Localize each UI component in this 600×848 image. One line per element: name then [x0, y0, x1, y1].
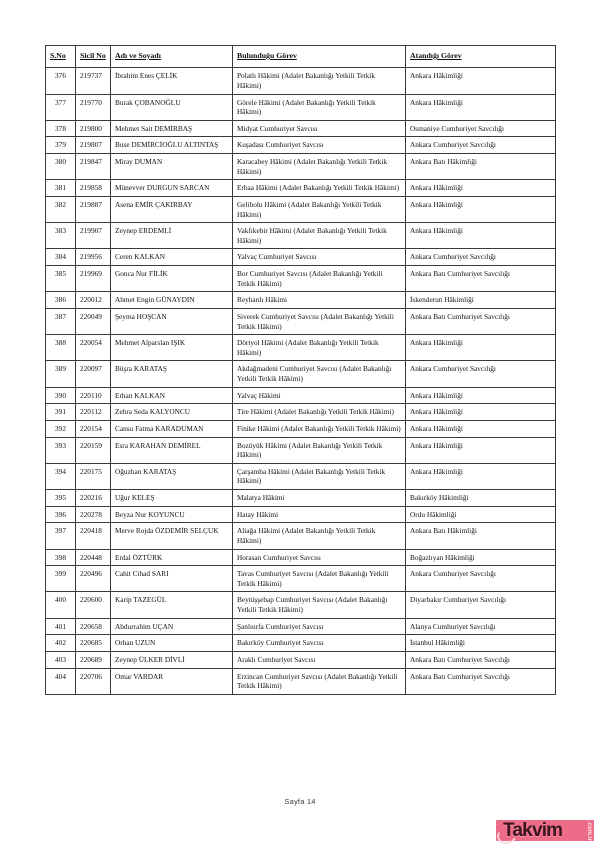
cell-sno: 385 [46, 266, 76, 292]
cell-sicil: 219737 [76, 68, 111, 94]
cell-bulundu: Gelibolu Hâkimi (Adalet Bakanlığı Yetkili Tetkik Hâkimi) [233, 196, 406, 222]
cell-sno: 387 [46, 308, 76, 334]
cell-ad: Burak ÇOBANOĞLU [111, 94, 233, 120]
cell-sno: 394 [46, 463, 76, 489]
cell-atandi: Diyarbakır Cumhuriyet Savcılığı [406, 592, 556, 618]
table-row [46, 566, 556, 592]
cell-ad: Zeynep ERDEMLİ [111, 223, 233, 249]
column-header-sno: S.No [46, 46, 76, 68]
cell-atandi: Ankara Batı Cumhuriyet Savcılığı [406, 668, 556, 694]
cell-sno: 389 [46, 361, 76, 387]
cell-bulundu: Dörtyol Hâkimi (Adalet Bakanlığı Yetkili Tetkik Hâkimi) [233, 335, 406, 361]
table-row [46, 266, 556, 292]
cell-bulundu: Bozüyük Hâkimi (Adalet Bakanlığı Yetkili Tetkik Hâkimi) [233, 437, 406, 463]
cell-sicil: 220418 [76, 523, 111, 549]
cell-ad: Erhan KALKAN [111, 387, 233, 404]
cell-bulundu: Siverek Cumhuriyet Savcısı (Adalet Bakanlığı Yetkili Tetkik Hâkimi) [233, 308, 406, 334]
cell-sicil: 220216 [76, 490, 111, 507]
cell-sicil: 219858 [76, 180, 111, 197]
cell-sno: 393 [46, 437, 76, 463]
table-row [46, 120, 556, 137]
cell-bulundu: Erzincan Cumhuriyet Savcısı (Adalet Bakanlığı Yetkili Tetkik Hâkimi) [233, 668, 406, 694]
table-row [46, 506, 556, 523]
table-row [46, 180, 556, 197]
table-header [46, 46, 556, 68]
table-row [46, 154, 556, 180]
cell-sno: 386 [46, 292, 76, 309]
table-body [46, 68, 556, 695]
table-row [46, 420, 556, 437]
cell-sno: 398 [46, 549, 76, 566]
cell-sno: 377 [46, 94, 76, 120]
cell-sicil: 219847 [76, 154, 111, 180]
cell-ad: Münevver DURGUN SARCAN [111, 180, 233, 197]
cell-sno: 400 [46, 592, 76, 618]
cell-bulundu: Tire Hâkimi (Adalet Bakanlığı Yetkili Tetkik Hâkimi) [233, 404, 406, 421]
cell-ad: Orhan UZUN [111, 635, 233, 652]
cell-bulundu: Erbaa Hâkimi (Adalet Bakanlığı Yetkili Tetkik Hâkimi) [233, 180, 406, 197]
appointments-table [45, 45, 556, 695]
cell-bulundu: Görele Hâkimi (Adalet Bakanlığı Yetkili Tetkik Hâkimi) [233, 94, 406, 120]
page-footer-label: Sayfa 14 [284, 797, 316, 806]
cell-bulundu: Finike Hâkimi (Adalet Bakanlığı Yetkili Tetkik Hâkimi) [233, 420, 406, 437]
cell-sicil: 220054 [76, 335, 111, 361]
table-row [46, 68, 556, 94]
cell-sno: 388 [46, 335, 76, 361]
column-header-atandigi-gorev: Atandığı Görev [406, 46, 556, 68]
table-row [46, 223, 556, 249]
cell-sno: 396 [46, 506, 76, 523]
cell-sicil: 220097 [76, 361, 111, 387]
cell-sicil: 220159 [76, 437, 111, 463]
column-header-sicil-no: Sicil No [76, 46, 111, 68]
table-row [46, 137, 556, 154]
cell-sicil: 220049 [76, 308, 111, 334]
cell-sicil: 220110 [76, 387, 111, 404]
cell-ad: Karip TAZEGÜL [111, 592, 233, 618]
cell-sicil: 219770 [76, 94, 111, 120]
cell-atandi: Ordu Hâkimliği [406, 506, 556, 523]
cell-sno: 397 [46, 523, 76, 549]
cell-sno: 379 [46, 137, 76, 154]
cell-ad: Merve Rojda ÖZDEMİR SELÇUK [111, 523, 233, 549]
table-row [46, 618, 556, 635]
table-row [46, 292, 556, 309]
cell-sicil: 220012 [76, 292, 111, 309]
logo-brand-rest: akvim [512, 820, 563, 841]
cell-ad: Büşra KARATAŞ [111, 361, 233, 387]
cell-atandi: Ankara Hâkimliği [406, 180, 556, 197]
cell-ad: Uğur KELEŞ [111, 490, 233, 507]
cell-ad: Cansu Fatma KARADUMAN [111, 420, 233, 437]
cell-atandi: Ankara Hâkimliği [406, 387, 556, 404]
cell-bulundu: Horasan Cumhuriyet Savcısı [233, 549, 406, 566]
cell-bulundu: Şanlıurfa Cumhuriyet Savcısı [233, 618, 406, 635]
cell-sno: 380 [46, 154, 76, 180]
table-row [46, 94, 556, 120]
cell-atandi: Alanya Cumhuriyet Savcılığı [406, 618, 556, 635]
cell-ad: Mehmet Alparslan IŞIK [111, 335, 233, 361]
cell-ad: Oğuzhan KARATAŞ [111, 463, 233, 489]
cell-ad: Zehra Seda KALYONCU [111, 404, 233, 421]
cell-bulundu: Yalvaç Hâkimi [233, 387, 406, 404]
cell-sicil: 219800 [76, 120, 111, 137]
takvim-watermark-logo [496, 818, 594, 844]
cell-ad: Ceren KALKAN [111, 249, 233, 266]
cell-atandi: Ankara Cumhuriyet Savcılığı [406, 566, 556, 592]
cell-sicil: 220685 [76, 635, 111, 652]
cell-bulundu: Akdağmadeni Cumhuriyet Savcısı (Adalet Bakanlığı Yetkili Tetkik Hâkimi) [233, 361, 406, 387]
table-row [46, 523, 556, 549]
cell-atandi: Boğazlıyan Hâkimliği [406, 549, 556, 566]
cell-bulundu: Araklı Cumhuriyet Savcısı [233, 651, 406, 668]
cell-sno: 392 [46, 420, 76, 437]
table-row [46, 437, 556, 463]
cell-atandi: Bakırköy Hâkimliği [406, 490, 556, 507]
cell-bulundu: Yalvaç Cumhuriyet Savcısı [233, 249, 406, 266]
cell-sno: 399 [46, 566, 76, 592]
table-row [46, 308, 556, 334]
cell-sicil: 219807 [76, 137, 111, 154]
cell-sno: 383 [46, 223, 76, 249]
table-header-row [46, 46, 556, 68]
table-row [46, 651, 556, 668]
cell-ad: Omar VARDAR [111, 668, 233, 694]
cell-sno: 401 [46, 618, 76, 635]
cell-atandi: Ankara Hâkimliği [406, 94, 556, 120]
cell-sicil: 220600 [76, 592, 111, 618]
cell-atandi: Ankara Hâkimliği [406, 196, 556, 222]
cell-sicil: 220496 [76, 566, 111, 592]
table-row [46, 635, 556, 652]
cell-ad: Erdal ÖZTÜRK [111, 549, 233, 566]
cell-ad: Abdurrahim UÇAN [111, 618, 233, 635]
cell-atandi: Ankara Batı Hâkimliği [406, 154, 556, 180]
cell-ad: Esra KARAHAN DEMİREL [111, 437, 233, 463]
cell-bulundu: Midyat Cumhuriyet Savcısı [233, 120, 406, 137]
cell-bulundu: Bakırköy Cumhuriyet Savcısı [233, 635, 406, 652]
cell-atandi: İstanbul Hâkimliği [406, 635, 556, 652]
cell-sno: 384 [46, 249, 76, 266]
cell-ad: Ahmet Engin GÜNAYDIN [111, 292, 233, 309]
cell-sicil: 220175 [76, 463, 111, 489]
table-row [46, 361, 556, 387]
cell-sno: 395 [46, 490, 76, 507]
cell-ad: Buse DEMİRCİOĞLU ALTINTAŞ [111, 137, 233, 154]
cell-atandi: Ankara Hâkimliği [406, 463, 556, 489]
cell-sicil: 220154 [76, 420, 111, 437]
cell-sicil: 220112 [76, 404, 111, 421]
table-row [46, 549, 556, 566]
cell-bulundu: Karacabey Hâkimi (Adalet Bakanlığı Yetkili Tetkik Hâkimi) [233, 154, 406, 180]
cell-atandi: Ankara Hâkimliği [406, 437, 556, 463]
cell-sno: 378 [46, 120, 76, 137]
cell-atandi: Ankara Batı Cumhuriyet Savcılığı [406, 266, 556, 292]
cell-sicil: 219956 [76, 249, 111, 266]
cell-ad: Şeyma HOŞCAN [111, 308, 233, 334]
table-row [46, 404, 556, 421]
table-row [46, 592, 556, 618]
cell-ad: Cahit Cihad SARI [111, 566, 233, 592]
cell-ad: Asena EMİR ÇAKIRBAY [111, 196, 233, 222]
logo-brand-text [503, 820, 583, 841]
cell-atandi: Ankara Batı Cumhuriyet Savcılığı [406, 308, 556, 334]
logo-brand-initial: T [503, 820, 513, 841]
cell-atandi: Ankara Hâkimliği [406, 335, 556, 361]
cell-atandi: Ankara Cumhuriyet Savcılığı [406, 137, 556, 154]
table-row [46, 249, 556, 266]
table-row [46, 463, 556, 489]
cell-bulundu: Aliağa Hâkimi (Adalet Bakanlığı Yetkili Tetkik Hâkimi) [233, 523, 406, 549]
cell-sicil: 220706 [76, 668, 111, 694]
cell-bulundu: Malatya Hâkimi [233, 490, 406, 507]
cell-ad: Zeynep ÜLKER DİVLİ [111, 651, 233, 668]
cell-ad: Miray DUMAN [111, 154, 233, 180]
cell-sicil: 220448 [76, 549, 111, 566]
cell-sno: 391 [46, 404, 76, 421]
cell-bulundu: Tavas Cumhuriyet Savcısı (Adalet Bakanlığı Yetkili Tetkik Hâkimi) [233, 566, 406, 592]
cell-sno: 403 [46, 651, 76, 668]
table-row [46, 668, 556, 694]
column-header-bulundugu-gorev: Bulunduğu Görev [233, 46, 406, 68]
cell-ad: Gonca Nur FİLİK [111, 266, 233, 292]
appointments-table-container [45, 45, 555, 695]
cell-sicil: 220689 [76, 651, 111, 668]
cell-bulundu: Beytüşşebap Cumhuriyet Savcısı (Adalet Bakanlığı Yetkili Tetkik Hâkimi) [233, 592, 406, 618]
table-row [46, 490, 556, 507]
cell-atandi: Osmaniye Cumhuriyet Savcılığı [406, 120, 556, 137]
cell-sicil: 219907 [76, 223, 111, 249]
table-row [46, 196, 556, 222]
cell-sno: 404 [46, 668, 76, 694]
cell-bulundu: Kuşadası Cumhuriyet Savcısı [233, 137, 406, 154]
cell-ad: Beyza Nur KOYUNCU [111, 506, 233, 523]
cell-bulundu: Bor Cumhuriyet Savcısı (Adalet Bakanlığı Yetkili Tetkik Hâkimi) [233, 266, 406, 292]
cell-sno: 376 [46, 68, 76, 94]
cell-sicil: 219887 [76, 196, 111, 222]
cell-atandi: Ankara Batı Hâkimliği [406, 523, 556, 549]
cell-sicil: 220658 [76, 618, 111, 635]
table-row [46, 387, 556, 404]
cell-bulundu: Vakfıkebir Hâkimi (Adalet Bakanlığı Yetkili Tetkik Hâkimi) [233, 223, 406, 249]
cell-bulundu: Hatay Hâkimi [233, 506, 406, 523]
cell-sicil: 219969 [76, 266, 111, 292]
cell-atandi: Ankara Hâkimliği [406, 68, 556, 94]
cell-sno: 382 [46, 196, 76, 222]
cell-sicil: 220278 [76, 506, 111, 523]
cell-atandi: Ankara Cumhuriyet Savcılığı [406, 361, 556, 387]
cell-atandi: Ankara Hâkimliği [406, 404, 556, 421]
cell-ad: Mehmet Sait DEMİRBAŞ [111, 120, 233, 137]
cell-bulundu: Polatlı Hâkimi (Adalet Bakanlığı Yetkili Tetkik Hâkimi) [233, 68, 406, 94]
cell-ad: İbrahim Enes ÇELİK [111, 68, 233, 94]
cell-bulundu: Çarşamba Hâkimi (Adalet Bakanlığı Yetkili Tetkik Hâkimi) [233, 463, 406, 489]
cell-sno: 390 [46, 387, 76, 404]
cell-bulundu: Reyhanlı Hâkimi [233, 292, 406, 309]
cell-atandi: Ankara Hâkimliği [406, 420, 556, 437]
cell-atandi: Ankara Hâkimliği [406, 223, 556, 249]
cell-sno: 402 [46, 635, 76, 652]
cell-atandi: İskenderun Hâkimliği [406, 292, 556, 309]
logo-domain-text: .com.tr [586, 821, 592, 842]
cell-atandi: Ankara Batı Cumhuriyet Savcılığı [406, 651, 556, 668]
table-row [46, 335, 556, 361]
column-header-adi-ve-soyadi: Adı ve Soyadı [111, 46, 233, 68]
cell-atandi: Ankara Cumhuriyet Savcılığı [406, 249, 556, 266]
cell-sno: 381 [46, 180, 76, 197]
